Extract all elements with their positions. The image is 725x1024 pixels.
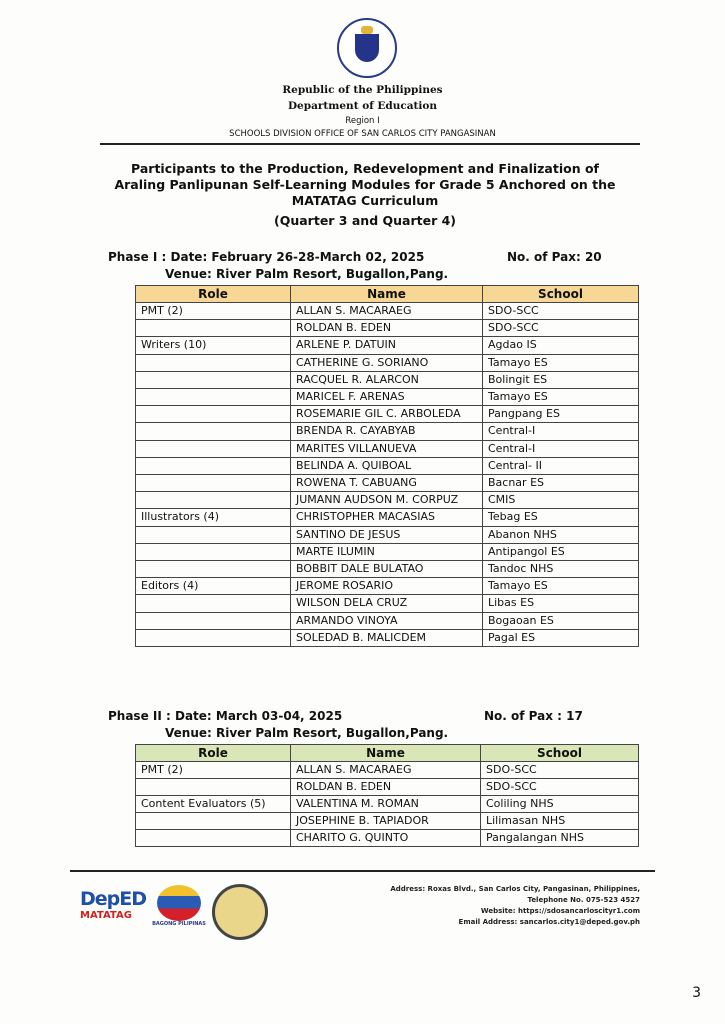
col-header-role: Role <box>136 745 291 762</box>
cell-school: Tamayo ES <box>483 354 639 371</box>
cell-role <box>136 561 291 578</box>
cell-role <box>136 440 291 457</box>
table-row <box>136 762 639 779</box>
cell-name: MARITES VILLANUEVA <box>291 440 483 457</box>
cell-name: ROWENA T. CABUANG <box>291 475 483 492</box>
table-row <box>136 440 639 457</box>
footer-website: Website: https://sdosancarloscityr1.com <box>480 907 640 915</box>
col-header-name: Name <box>291 745 481 762</box>
cell-name: ARMANDO VINOYA <box>291 612 483 629</box>
table-row <box>136 475 639 492</box>
cell-school: SDO-SCC <box>481 779 639 796</box>
cell-name: MARTE ILUMIN <box>291 543 483 560</box>
table-row <box>136 509 639 526</box>
cell-name: ALLAN S. MACARAEG <box>291 303 483 320</box>
cell-name: CATHERINE G. SORIANO <box>291 354 483 371</box>
cell-school: Central-I <box>483 440 639 457</box>
cell-school: Tamayo ES <box>483 578 639 595</box>
cell-name: JOSEPHINE B. TAPIADOR <box>291 813 481 830</box>
cell-school: SDO-SCC <box>483 320 639 337</box>
table-row <box>136 423 639 440</box>
table-row <box>136 354 639 371</box>
bagong-pilipinas-logo: BAGONG PILIPINAS <box>150 885 208 927</box>
cell-name: WILSON DELA CRUZ <box>291 595 483 612</box>
cell-school: Pangpang ES <box>483 406 639 423</box>
page-number: 3 <box>692 985 701 1001</box>
document-title: Participants to the Production, Redevelopment and Finalization of Araling Panlipunan Self-Learning Modules for Grade 5 Anchored on the MATATAG Curriculum <box>114 161 616 208</box>
cell-name: JEROME ROSARIO <box>291 578 483 595</box>
cell-role <box>136 320 291 337</box>
phase2-venue: Venue: River Palm Resort, Bugallon,Pang. <box>165 726 449 740</box>
cell-name: ROLDAN B. EDEN <box>291 320 483 337</box>
col-header-role: Role <box>136 286 291 303</box>
phase2-table <box>135 744 639 847</box>
phase1-pax: No. of Pax: 20 <box>507 250 602 264</box>
cell-school: Bacnar ES <box>483 475 639 492</box>
cell-name: ALLAN S. MACARAEG <box>291 762 481 779</box>
cell-role <box>136 526 291 543</box>
footer-divider <box>70 870 655 872</box>
table-row <box>136 561 639 578</box>
cell-name: VALENTINA M. ROMAN <box>291 796 481 813</box>
cell-school: CMIS <box>483 492 639 509</box>
table-row <box>136 492 639 509</box>
deped-matatag-logo: DepED MATATAG <box>80 888 147 921</box>
cell-school: SDO-SCC <box>483 303 639 320</box>
footer-telephone: Telephone No. 075-523 4527 <box>527 896 640 904</box>
phase1-table <box>135 285 639 647</box>
cell-name: RACQUEL R. ALARCON <box>291 371 483 388</box>
table-row <box>136 830 639 847</box>
cell-name: SANTINO DE JESUS <box>291 526 483 543</box>
cell-role: PMT (2) <box>136 762 291 779</box>
cell-role: Content Evaluators (5) <box>136 796 291 813</box>
table-row <box>136 457 639 474</box>
cell-name: SOLEDAD B. MALICDEM <box>291 629 483 646</box>
cell-school: Tandoc NHS <box>483 561 639 578</box>
cell-school: Tamayo ES <box>483 389 639 406</box>
cell-name: ROSEMARIE GIL C. ARBOLEDA <box>291 406 483 423</box>
table-row <box>136 337 639 354</box>
table-row <box>136 779 639 796</box>
table-row <box>136 303 639 320</box>
cell-role <box>136 779 291 796</box>
cell-name: BRENDA R. CAYABYAB <box>291 423 483 440</box>
cell-role <box>136 457 291 474</box>
republic-line: Republic of the Philippines <box>282 84 443 96</box>
col-header-school: School <box>481 745 639 762</box>
cell-role <box>136 475 291 492</box>
table-row <box>136 813 639 830</box>
table-row <box>136 406 639 423</box>
col-header-school: School <box>483 286 639 303</box>
table-row <box>136 796 639 813</box>
cell-role <box>136 813 291 830</box>
cell-name: ARLENE P. DATUIN <box>291 337 483 354</box>
cell-school: Central-I <box>483 423 639 440</box>
cell-school: Coliling NHS <box>481 796 639 813</box>
cell-name: BOBBIT DALE BULATAO <box>291 561 483 578</box>
cell-role: Illustrators (4) <box>136 509 291 526</box>
table-row <box>136 595 639 612</box>
deped-seal-logo <box>337 18 397 78</box>
cell-school: Agdao IS <box>483 337 639 354</box>
cell-role <box>136 423 291 440</box>
table-row <box>136 629 639 646</box>
cell-name: CHRISTOPHER MACASIAS <box>291 509 483 526</box>
cell-role <box>136 389 291 406</box>
table-row <box>136 526 639 543</box>
cell-school: SDO-SCC <box>481 762 639 779</box>
cell-school: Lilimasan NHS <box>481 813 639 830</box>
office-line: SCHOOLS DIVISION OFFICE OF SAN CARLOS CITY PANGASINAN <box>229 129 496 139</box>
phase2-pax: No. of Pax : 17 <box>484 709 583 723</box>
col-header-name: Name <box>291 286 483 303</box>
cell-name: ROLDAN B. EDEN <box>291 779 481 796</box>
table-row <box>136 320 639 337</box>
department-line: Department of Education <box>287 100 438 112</box>
table-row <box>136 543 639 560</box>
cell-name: MARICEL F. ARENAS <box>291 389 483 406</box>
cell-school: Abanon NHS <box>483 526 639 543</box>
cell-school: Tebag ES <box>483 509 639 526</box>
cell-school: Central- II <box>483 457 639 474</box>
footer-address: Address: Roxas Blvd., San Carlos City, Pangasinan, Philippines, <box>390 885 640 893</box>
cell-name: JUMANN AUDSON M. CORPUZ <box>291 492 483 509</box>
cell-role <box>136 354 291 371</box>
cell-role <box>136 543 291 560</box>
cell-name: CHARITO G. QUINTO <box>291 830 481 847</box>
cell-school: Bogaoan ES <box>483 612 639 629</box>
phase1-date: Phase I : Date: February 26-28-March 02, 2025 <box>108 250 425 264</box>
footer-contact <box>390 884 640 928</box>
cell-school: Pagal ES <box>483 629 639 646</box>
cell-role: Editors (4) <box>136 578 291 595</box>
cell-role <box>136 406 291 423</box>
document-subtitle: (Quarter 3 and Quarter 4) <box>274 213 456 228</box>
cell-role <box>136 492 291 509</box>
cell-role <box>136 830 291 847</box>
table-row <box>136 371 639 388</box>
region-line: Region I <box>345 116 380 126</box>
table-row <box>136 578 639 595</box>
cell-role <box>136 595 291 612</box>
cell-school: Bolingit ES <box>483 371 639 388</box>
cell-role: PMT (2) <box>136 303 291 320</box>
division-seal-logo <box>212 884 268 940</box>
cell-role <box>136 629 291 646</box>
footer-email: Email Address: sancarlos.city1@deped.gov.ph <box>458 918 640 926</box>
cell-role <box>136 371 291 388</box>
table-row <box>136 389 639 406</box>
cell-school: Pangalangan NHS <box>481 830 639 847</box>
header-divider <box>100 143 640 145</box>
cell-name: BELINDA A. QUIBOAL <box>291 457 483 474</box>
cell-role <box>136 612 291 629</box>
cell-school: Libas ES <box>483 595 639 612</box>
table-row <box>136 612 639 629</box>
cell-school: Antipangol ES <box>483 543 639 560</box>
phase2-date: Phase II : Date: March 03-04, 2025 <box>108 709 343 723</box>
phase1-venue: Venue: River Palm Resort, Bugallon,Pang. <box>165 267 449 281</box>
cell-role: Writers (10) <box>136 337 291 354</box>
